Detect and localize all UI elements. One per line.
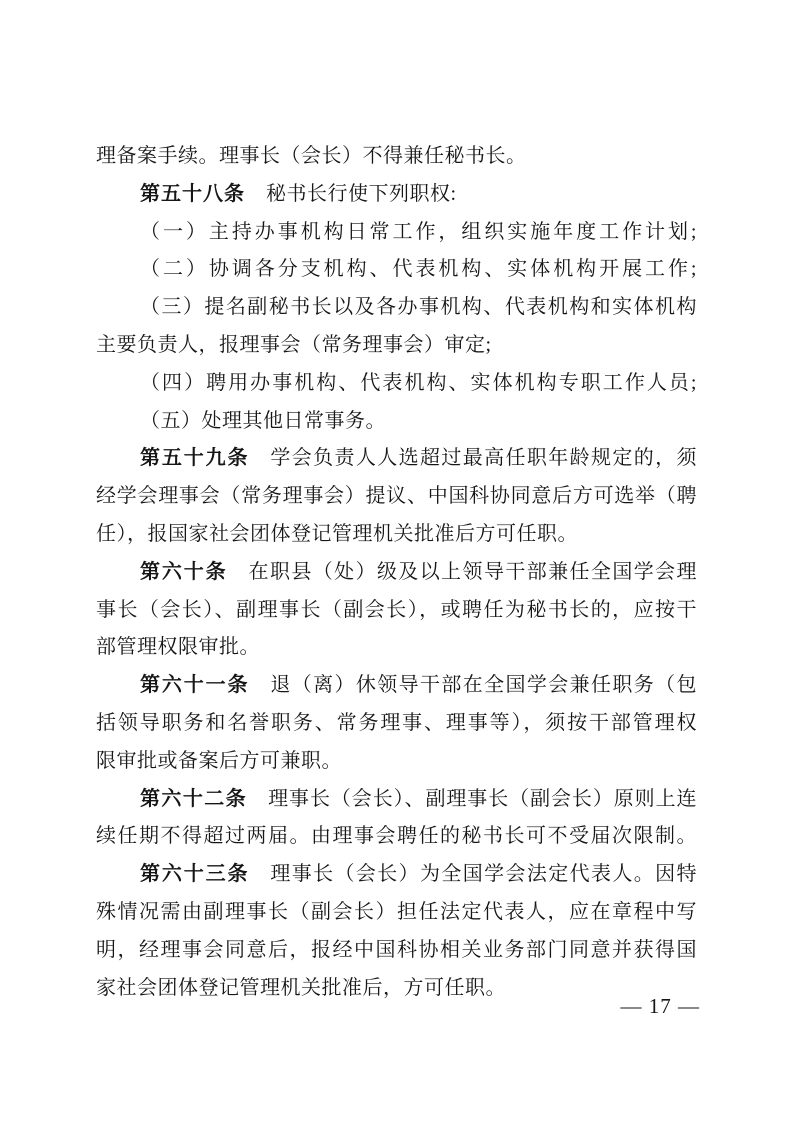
line-text: 在职县（处）级及以上领导干部兼任全国学会理 <box>248 560 698 583</box>
text-line <box>96 440 697 478</box>
line-text: 家社会团体登记管理机关批准后，方可任职。 <box>96 976 506 999</box>
line-text: 明，经理事会同意后，报经中国科协相关业务部门同意并获得国 <box>96 938 697 961</box>
line-text: （一）主持办事机构日常工作，组织实施年度工作计划; <box>140 220 697 243</box>
article-number: 第六十条 <box>140 560 228 583</box>
line-text: 任），报国家社会团体登记管理机关批准后方可任职。 <box>96 522 578 545</box>
line-text: 退（离）休领导干部在全国学会兼任职务（包 <box>270 674 697 697</box>
text-line <box>96 970 697 1008</box>
text-line <box>96 251 697 289</box>
text-line <box>96 478 697 516</box>
text-line <box>96 365 697 403</box>
line-text: 事长（会长）、副理事长（副会长），或聘任为秘书长的，应按干 <box>96 598 697 621</box>
text-line <box>96 781 697 819</box>
text-line <box>96 516 697 554</box>
text-line <box>96 818 697 856</box>
document-body <box>96 138 697 1007</box>
text-line <box>96 327 697 365</box>
line-text: 学会负责人人选超过最高任职年龄规定的，须 <box>270 447 697 470</box>
text-line <box>96 743 697 781</box>
line-text: 括领导职务和名誉职务、常务理事、理事等），须按干部管理权 <box>96 711 697 734</box>
line-text: （五）处理其他日常事务。 <box>140 409 386 432</box>
text-line <box>96 667 697 705</box>
article-number: 第六十一条 <box>140 674 250 697</box>
article-number: 第六十三条 <box>140 863 250 886</box>
article-number: 第五十九条 <box>140 447 250 470</box>
text-line <box>96 592 697 630</box>
text-line <box>96 176 697 214</box>
line-text: （三）提名副秘书长以及各办事机构、代表机构和实体机构 <box>140 296 697 319</box>
line-text: 经学会理事会（常务理事会）提议、中国科协同意后方可选举（聘 <box>96 485 697 508</box>
text-line <box>96 894 697 932</box>
line-text: 理事长（会长）为全国学会法定代表人。因特 <box>270 863 697 886</box>
text-line <box>96 932 697 970</box>
text-line <box>96 554 697 592</box>
line-text: 殊情况需由副理事长（副会长）担任法定代表人，应在章程中写 <box>96 900 697 923</box>
line-text: 秘书长行使下列职权: <box>266 182 457 205</box>
text-line <box>96 138 697 176</box>
text-line <box>96 289 697 327</box>
line-text: （四）聘用办事机构、代表机构、实体机构专职工作人员; <box>140 371 697 394</box>
line-text: 限审批或备案后方可兼职。 <box>96 749 342 772</box>
line-text: 续任期不得超过两届。由理事会聘任的秘书长可不受届次限制。 <box>96 825 697 848</box>
line-text: 理备案手续。理事长（会长）不得兼任秘书长。 <box>96 145 527 167</box>
page-number: — 17 — <box>620 994 700 1018</box>
text-line <box>96 856 697 894</box>
article-number: 第五十八条 <box>140 182 245 205</box>
line-text: 部管理权限审批。 <box>96 636 260 659</box>
text-line <box>96 705 697 743</box>
text-line <box>96 214 697 252</box>
line-text: （二）协调各分支机构、代表机构、实体机构开展工作; <box>140 258 697 281</box>
line-text: 理事长（会长）、副理事长（副会长）原则上连 <box>268 787 698 810</box>
text-line <box>96 403 697 441</box>
article-number: 第六十二条 <box>140 787 248 810</box>
line-text: 主要负责人，报理事会（常务理事会）审定; <box>96 333 492 356</box>
text-line <box>96 629 697 667</box>
